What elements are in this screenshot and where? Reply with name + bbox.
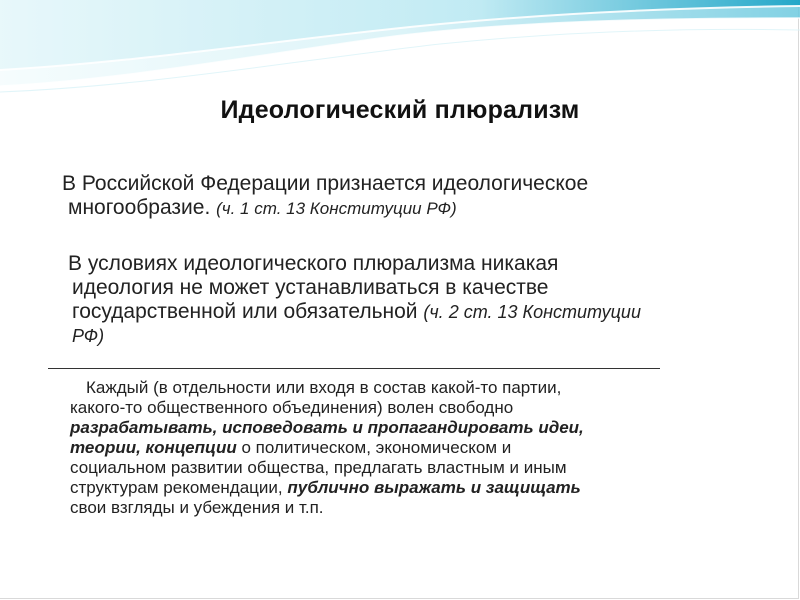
paragraph-line: идеология не может устанавливаться в качестве [72, 276, 549, 299]
paragraph-text: многообразие. [68, 196, 217, 219]
divider-line [48, 368, 660, 369]
constitution-reference: (ч. 2 ст. 13 Конституции [423, 302, 641, 322]
paragraph-text: структурам рекомендации, [70, 478, 288, 497]
emphasized-text: разрабатывать, исповедовать и пропагандировать идеи, [70, 418, 584, 437]
paragraph-line: В условиях идеологического плюрализма никакая [68, 252, 559, 275]
paragraph-no-state-ideology [62, 252, 762, 348]
paragraph-line [70, 438, 760, 458]
paragraph-line: социальном развитии общества, предлагать властным и иным [70, 458, 567, 477]
paragraph-line [62, 196, 742, 221]
paragraph-line [62, 300, 762, 324]
paragraph-text: государственной или обязательной [72, 300, 424, 323]
paragraph-line [70, 478, 760, 498]
paragraph-line: какого-то общественного объединения) волен свободно [70, 398, 514, 417]
header-wave-decoration [0, 0, 800, 110]
constitution-reference: РФ) [72, 326, 105, 346]
paragraph-line: В Российской Федерации признается идеологическое [62, 172, 589, 195]
slide-title: Идеологический плюрализм [220, 96, 580, 124]
paragraph-line: Каждый (в отдельности или входя в состав какой-то партии, [86, 378, 562, 397]
emphasized-text: публично выражать и защищать [287, 478, 581, 497]
emphasized-text: теории, концепции [70, 438, 237, 457]
paragraph-line: свои взгляды и убеждения и т.п. [70, 498, 324, 517]
paragraph-recognition [62, 172, 742, 221]
paragraph-text: о политическом, экономическом и [236, 438, 512, 457]
paragraph-freedom [70, 378, 760, 518]
constitution-reference: (ч. 1 ст. 13 Конституции РФ) [216, 199, 457, 218]
